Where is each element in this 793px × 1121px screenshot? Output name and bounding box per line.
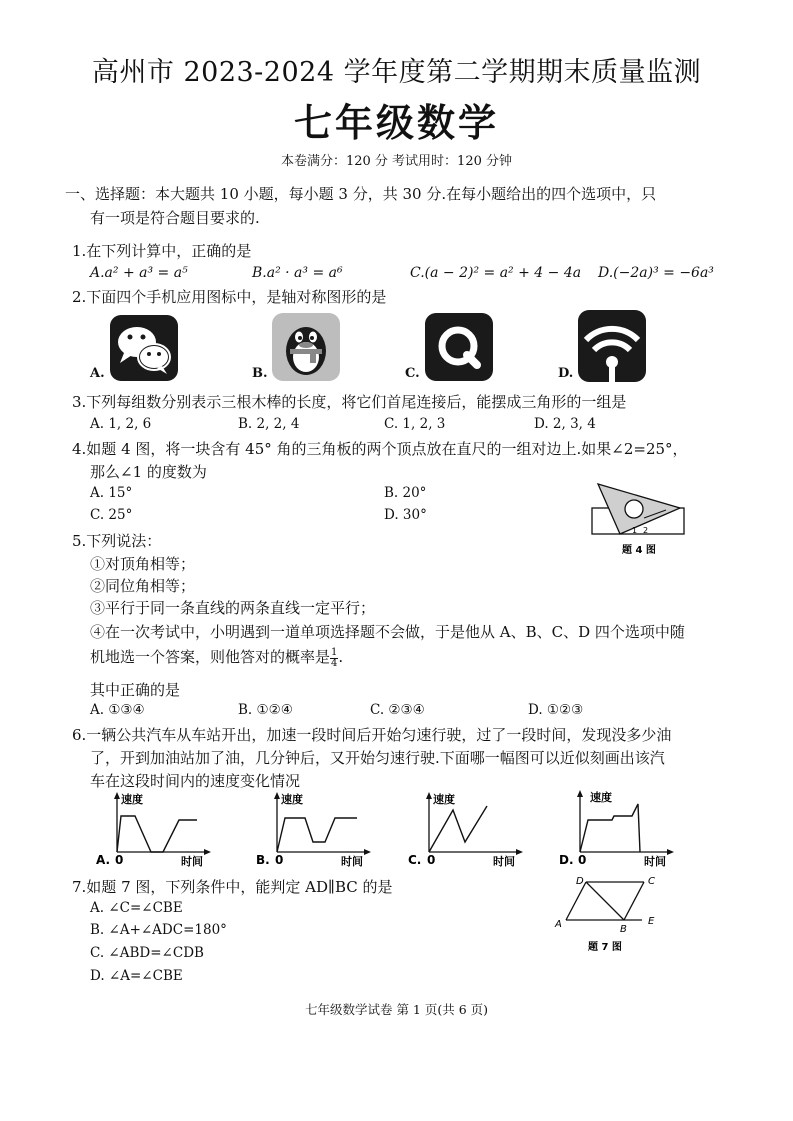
- q4-option-d: D. 30°: [384, 507, 427, 523]
- svg-text:0: 0: [115, 853, 124, 867]
- q4-option-b: B. 20°: [384, 485, 427, 501]
- q2-label-d: D.: [558, 366, 574, 381]
- q7-option-a: A. ∠C=∠CBE: [90, 900, 183, 916]
- q5-option-a: A. ①③④: [90, 702, 145, 718]
- q1-option-a: A.a² + a³ = a⁵: [90, 265, 188, 281]
- section-heading: 一、选择题：本大题共 10 小题，每小题 3 分，共 30 分.在每小题给出的四个选项中，只: [65, 185, 657, 203]
- q5-stem: 5.下列说法：: [72, 532, 162, 550]
- q5-item-1: ①对顶角相等；: [90, 555, 196, 573]
- q3-stem: 3.下列每组数分别表示三根木棒的长度，将它们首尾连接后，能摆成三角形的一组是: [72, 393, 627, 411]
- q2-label-c: C.: [405, 366, 420, 381]
- q6-stem: 6.一辆公共汽车从车站开出，加速一段时间后开始匀速行驶，过了一段时间，发现没多少油: [72, 726, 672, 744]
- section-heading-cont: 有一项是符合题目要求的.: [90, 209, 260, 227]
- q5-option-c: C. ②③④: [370, 702, 425, 718]
- fig4-mark-2: 2: [643, 526, 649, 535]
- fig4-caption: 题 4 图: [622, 545, 656, 556]
- svg-text:时间: 时间: [341, 855, 363, 868]
- chat-app-icon: [110, 315, 178, 381]
- q7-option-d: D. ∠A=∠CBE: [90, 968, 183, 984]
- q5-item-2: ②同位角相等；: [90, 577, 196, 595]
- figure-4: [588, 482, 688, 562]
- graph-b: [255, 790, 375, 870]
- svg-text:C.: C.: [408, 853, 422, 867]
- q3-option-c: C. 1, 2, 3: [384, 416, 446, 432]
- q6-stem-cont2: 车在这段时间内的速度变化情况: [90, 772, 301, 790]
- q3-option-b: B. 2, 2, 4: [238, 416, 300, 432]
- penguin-app-icon: [272, 313, 340, 381]
- q2-label-a: A.: [90, 366, 105, 381]
- svg-text:D.: D.: [559, 853, 574, 867]
- probability-fraction: $\frac{1}{4}$: [331, 646, 338, 669]
- svg-text:时间: 时间: [644, 855, 666, 868]
- search-app-icon: [425, 313, 493, 381]
- q4-option-c: C. 25°: [90, 507, 133, 523]
- q7-option-b: B. ∠A+∠ADC=180°: [90, 922, 227, 938]
- svg-text:E: E: [648, 916, 655, 927]
- svg-text:A: A: [555, 919, 562, 930]
- q7-stem: 7.如题 7 图，下列条件中，能判定 AD∥BC 的是: [72, 878, 393, 896]
- q5-option-d: D. ①②③: [528, 702, 584, 718]
- q2-label-b: B.: [252, 366, 268, 381]
- svg-text:0: 0: [275, 853, 284, 867]
- svg-text:C: C: [648, 876, 655, 887]
- q5-item-4-cont: 机地选一个答案，则他答对的概率是 $\frac{1}{4}$ .: [90, 646, 344, 669]
- svg-text:速度: 速度: [590, 791, 612, 804]
- q1-option-b: B.a² · a³ = a⁶: [252, 265, 343, 281]
- graph-a: [95, 790, 215, 870]
- q5-option-b: B. ①②④: [238, 702, 293, 718]
- svg-text:时间: 时间: [493, 855, 515, 868]
- graph-d-line: [580, 804, 640, 852]
- page-footer: 七年级数学试卷 第 1 页(共 6 页): [304, 1002, 489, 1017]
- exam-title: 高州市 2023-2024 学年度第二学期期末质量监测: [91, 57, 702, 88]
- q1-option-c: C.(a − 2)² = a² + 4 − 4a: [410, 265, 582, 281]
- q4-stem-cont: 那么∠1 的度数为: [90, 463, 207, 481]
- svg-text:A.: A.: [96, 853, 111, 867]
- svg-text:0: 0: [578, 853, 587, 867]
- subject-title: 七年级数学: [293, 100, 499, 145]
- q5-prompt: 其中正确的是: [90, 681, 181, 699]
- svg-text:速度: 速度: [121, 793, 143, 806]
- figure-7: [552, 872, 662, 956]
- graph-d: [558, 786, 678, 870]
- fig4-mark-1: 1: [632, 526, 638, 535]
- svg-text:0: 0: [427, 853, 436, 867]
- q5-item-4: ④在一次考试中，小明遇到一道单项选择题不会做，于是他从 A、B、C、D 四个选项中随: [90, 623, 685, 641]
- svg-text:B.: B.: [256, 853, 270, 867]
- q3-option-d: D. 2, 3, 4: [534, 416, 596, 432]
- svg-text:D: D: [576, 876, 584, 887]
- svg-text:速度: 速度: [281, 793, 303, 806]
- q6-stem-cont1: 了，开到加油站加了油，几分钟后，又开始匀速行驶.下面哪一幅图可以近似刻画出该汽: [90, 749, 665, 767]
- svg-text:时间: 时间: [181, 855, 203, 868]
- q5-item-3: ③平行于同一条直线的两条直线一定平行；: [90, 599, 376, 617]
- graph-a-line: [117, 816, 197, 852]
- q7-option-c: C. ∠ABD=∠CDB: [90, 945, 204, 961]
- q4-option-a: A. 15°: [90, 485, 133, 501]
- fig7-caption: 题 7 图: [588, 942, 622, 953]
- q2-stem: 2.下面四个手机应用图标中，是轴对称图形的是: [72, 288, 387, 306]
- q4-stem: 4.如题 4 图，将一块含有 45° 角的三角板的两个顶点放在直尺的一组对边上.如果∠2=25°，: [72, 440, 688, 458]
- exam-meta: 本卷满分：120 分 考试用时：120 分钟: [280, 154, 513, 169]
- q1-stem: 1.在下列计算中，正确的是: [72, 242, 252, 260]
- graph-b-line: [277, 818, 357, 852]
- svg-text:B: B: [620, 924, 627, 935]
- q3-option-a: A. 1, 2, 6: [90, 416, 152, 432]
- graph-c: [407, 790, 527, 870]
- wifi-app-icon: [578, 310, 646, 382]
- graph-c-line: [429, 806, 487, 852]
- q1-option-d: D.(−2a)³ = −6a³: [598, 265, 714, 281]
- svg-text:速度: 速度: [433, 793, 455, 806]
